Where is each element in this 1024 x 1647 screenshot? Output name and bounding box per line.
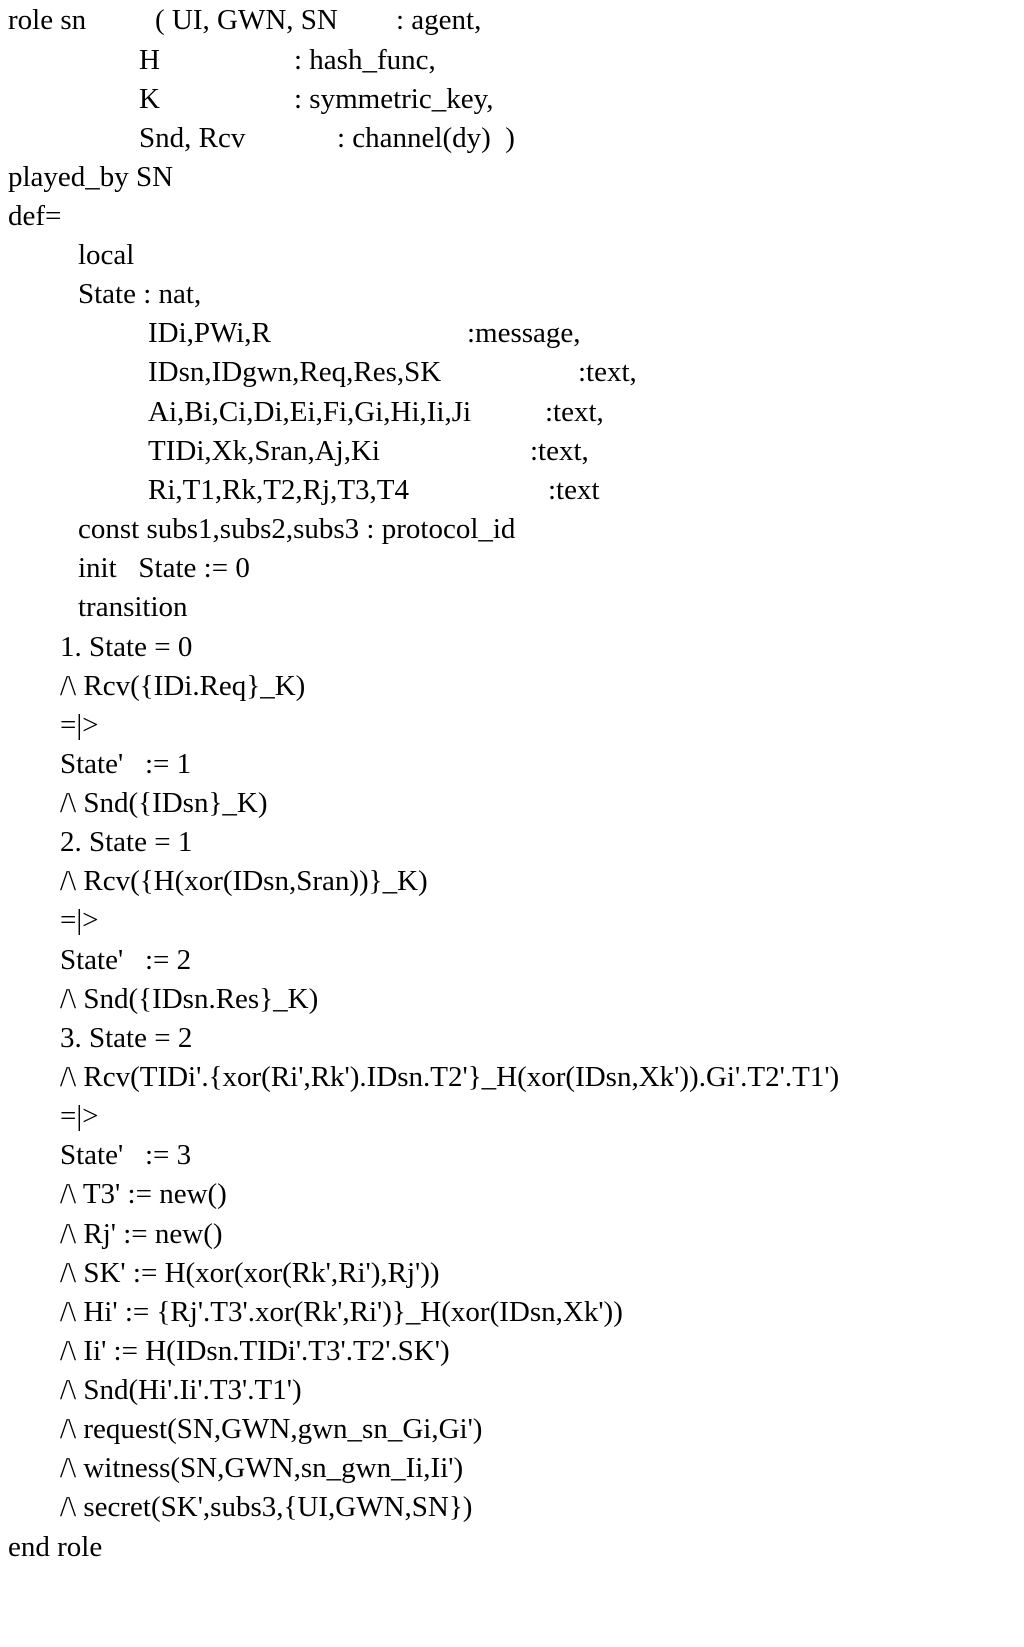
transition-step: 3. State = 2 xyxy=(60,1022,193,1054)
param-vars-agents: ( UI, GWN, SN xyxy=(155,4,338,36)
local-var-names: IDi,PWi,R xyxy=(148,317,271,349)
param-type-hash: : hash_func, xyxy=(294,44,436,76)
local-var-names: Ai,Bi,Ci,Di,Ei,Fi,Gi,Hi,Ii,Ji xyxy=(148,396,472,428)
const-line xyxy=(0,509,516,549)
local-keyword: local xyxy=(78,239,135,271)
played-by-line xyxy=(0,157,174,197)
param-type-key: : symmetric_key, xyxy=(294,83,494,115)
param-vars-hash: H xyxy=(139,44,160,76)
transition-step: /\ T3' := new() xyxy=(60,1178,227,1210)
transition-step: /\ Snd(Hi'.Ii'.T3'.T1') xyxy=(60,1374,302,1406)
transition-step: 2. State = 1 xyxy=(60,826,193,858)
init-line xyxy=(0,548,250,588)
transition-step: /\ Rcv(TIDi'.{xor(Ri',Rk').IDsn.T2'}_H(xor(IDsn,Xk')).Gi'.T2'.T1') xyxy=(60,1061,840,1093)
transition-line xyxy=(0,587,188,627)
transition-step: State' := 2 xyxy=(60,944,192,976)
const-decl: const subs1,subs2,subs3 : protocol_id xyxy=(78,513,516,545)
param-vars-key: K xyxy=(139,83,160,115)
local-var-type: :message, xyxy=(467,317,581,349)
state-decl: State : nat, xyxy=(78,278,202,310)
transition-step: /\ request(SN,GWN,gwn_sn_Gi,Gi') xyxy=(60,1413,483,1445)
transition-keyword: transition xyxy=(78,591,188,623)
transition-step: /\ Hi' := {Rj'.T3'.xor(Rk',Ri')}_H(xor(IDsn,Xk')) xyxy=(60,1296,623,1328)
local-var-line xyxy=(0,470,600,510)
transition-arrow: =|> xyxy=(60,1100,99,1132)
role-name: role sn xyxy=(8,4,87,36)
transition-arrow: =|> xyxy=(60,709,99,741)
local-var-type: :text, xyxy=(578,356,637,388)
local-var-line xyxy=(0,431,589,471)
init-decl: init State := 0 xyxy=(78,552,250,584)
transition-step: /\ witness(SN,GWN,sn_gwn_Ii,Ii') xyxy=(60,1452,464,1484)
param-type-agent: : agent, xyxy=(396,4,482,36)
local-var-line xyxy=(0,313,581,353)
end-role-line xyxy=(0,1527,103,1567)
state-decl-line xyxy=(0,274,202,314)
transition-step: /\ Snd({IDsn.Res}_K) xyxy=(60,983,319,1015)
param-vars-channel: Snd, Rcv xyxy=(139,122,246,154)
transition-step: /\ SK' := H(xor(xor(Rk',Ri'),Rj')) xyxy=(60,1257,440,1289)
transition-step: /\ Snd({IDsn}_K) xyxy=(60,787,268,819)
transition-step: State' := 3 xyxy=(60,1139,192,1171)
param-line-key xyxy=(0,79,494,119)
role-header-line xyxy=(0,0,482,40)
transition-step: /\ Rj' := new() xyxy=(60,1218,223,1250)
local-var-type: :text xyxy=(548,474,600,506)
local-var-line xyxy=(0,352,637,392)
transition-step: /\ Ii' := H(IDsn.TIDi'.T3'.T2'.SK') xyxy=(60,1335,450,1367)
local-var-line xyxy=(0,392,604,432)
transition-step: /\ Rcv({H(xor(IDsn,Sran))}_K) xyxy=(60,865,428,897)
def-keyword: def= xyxy=(8,200,62,232)
played-by: played_by SN xyxy=(8,161,174,193)
local-var-type: :text, xyxy=(530,435,589,467)
param-type-channel: : channel(dy) ) xyxy=(337,122,515,154)
param-line-channel xyxy=(0,118,515,158)
local-var-names: Ri,T1,Rk,T2,Rj,T3,T4 xyxy=(148,474,409,506)
end-role: end role xyxy=(8,1531,103,1563)
local-var-names: IDsn,IDgwn,Req,Res,SK xyxy=(148,356,442,388)
transition-step: State' := 1 xyxy=(60,748,192,780)
def-line xyxy=(0,196,62,236)
transition-arrow: =|> xyxy=(60,904,99,936)
param-line-hash xyxy=(0,40,436,80)
transition-step: 1. State = 0 xyxy=(60,631,193,663)
local-var-names: TIDi,Xk,Sran,Aj,Ki xyxy=(148,435,380,467)
transition-step: /\ secret(SK',subs3,{UI,GWN,SN}) xyxy=(60,1491,473,1523)
local-line xyxy=(0,235,135,275)
transition-step: /\ Rcv({IDi.Req}_K) xyxy=(60,670,306,702)
local-var-type: :text, xyxy=(545,396,604,428)
